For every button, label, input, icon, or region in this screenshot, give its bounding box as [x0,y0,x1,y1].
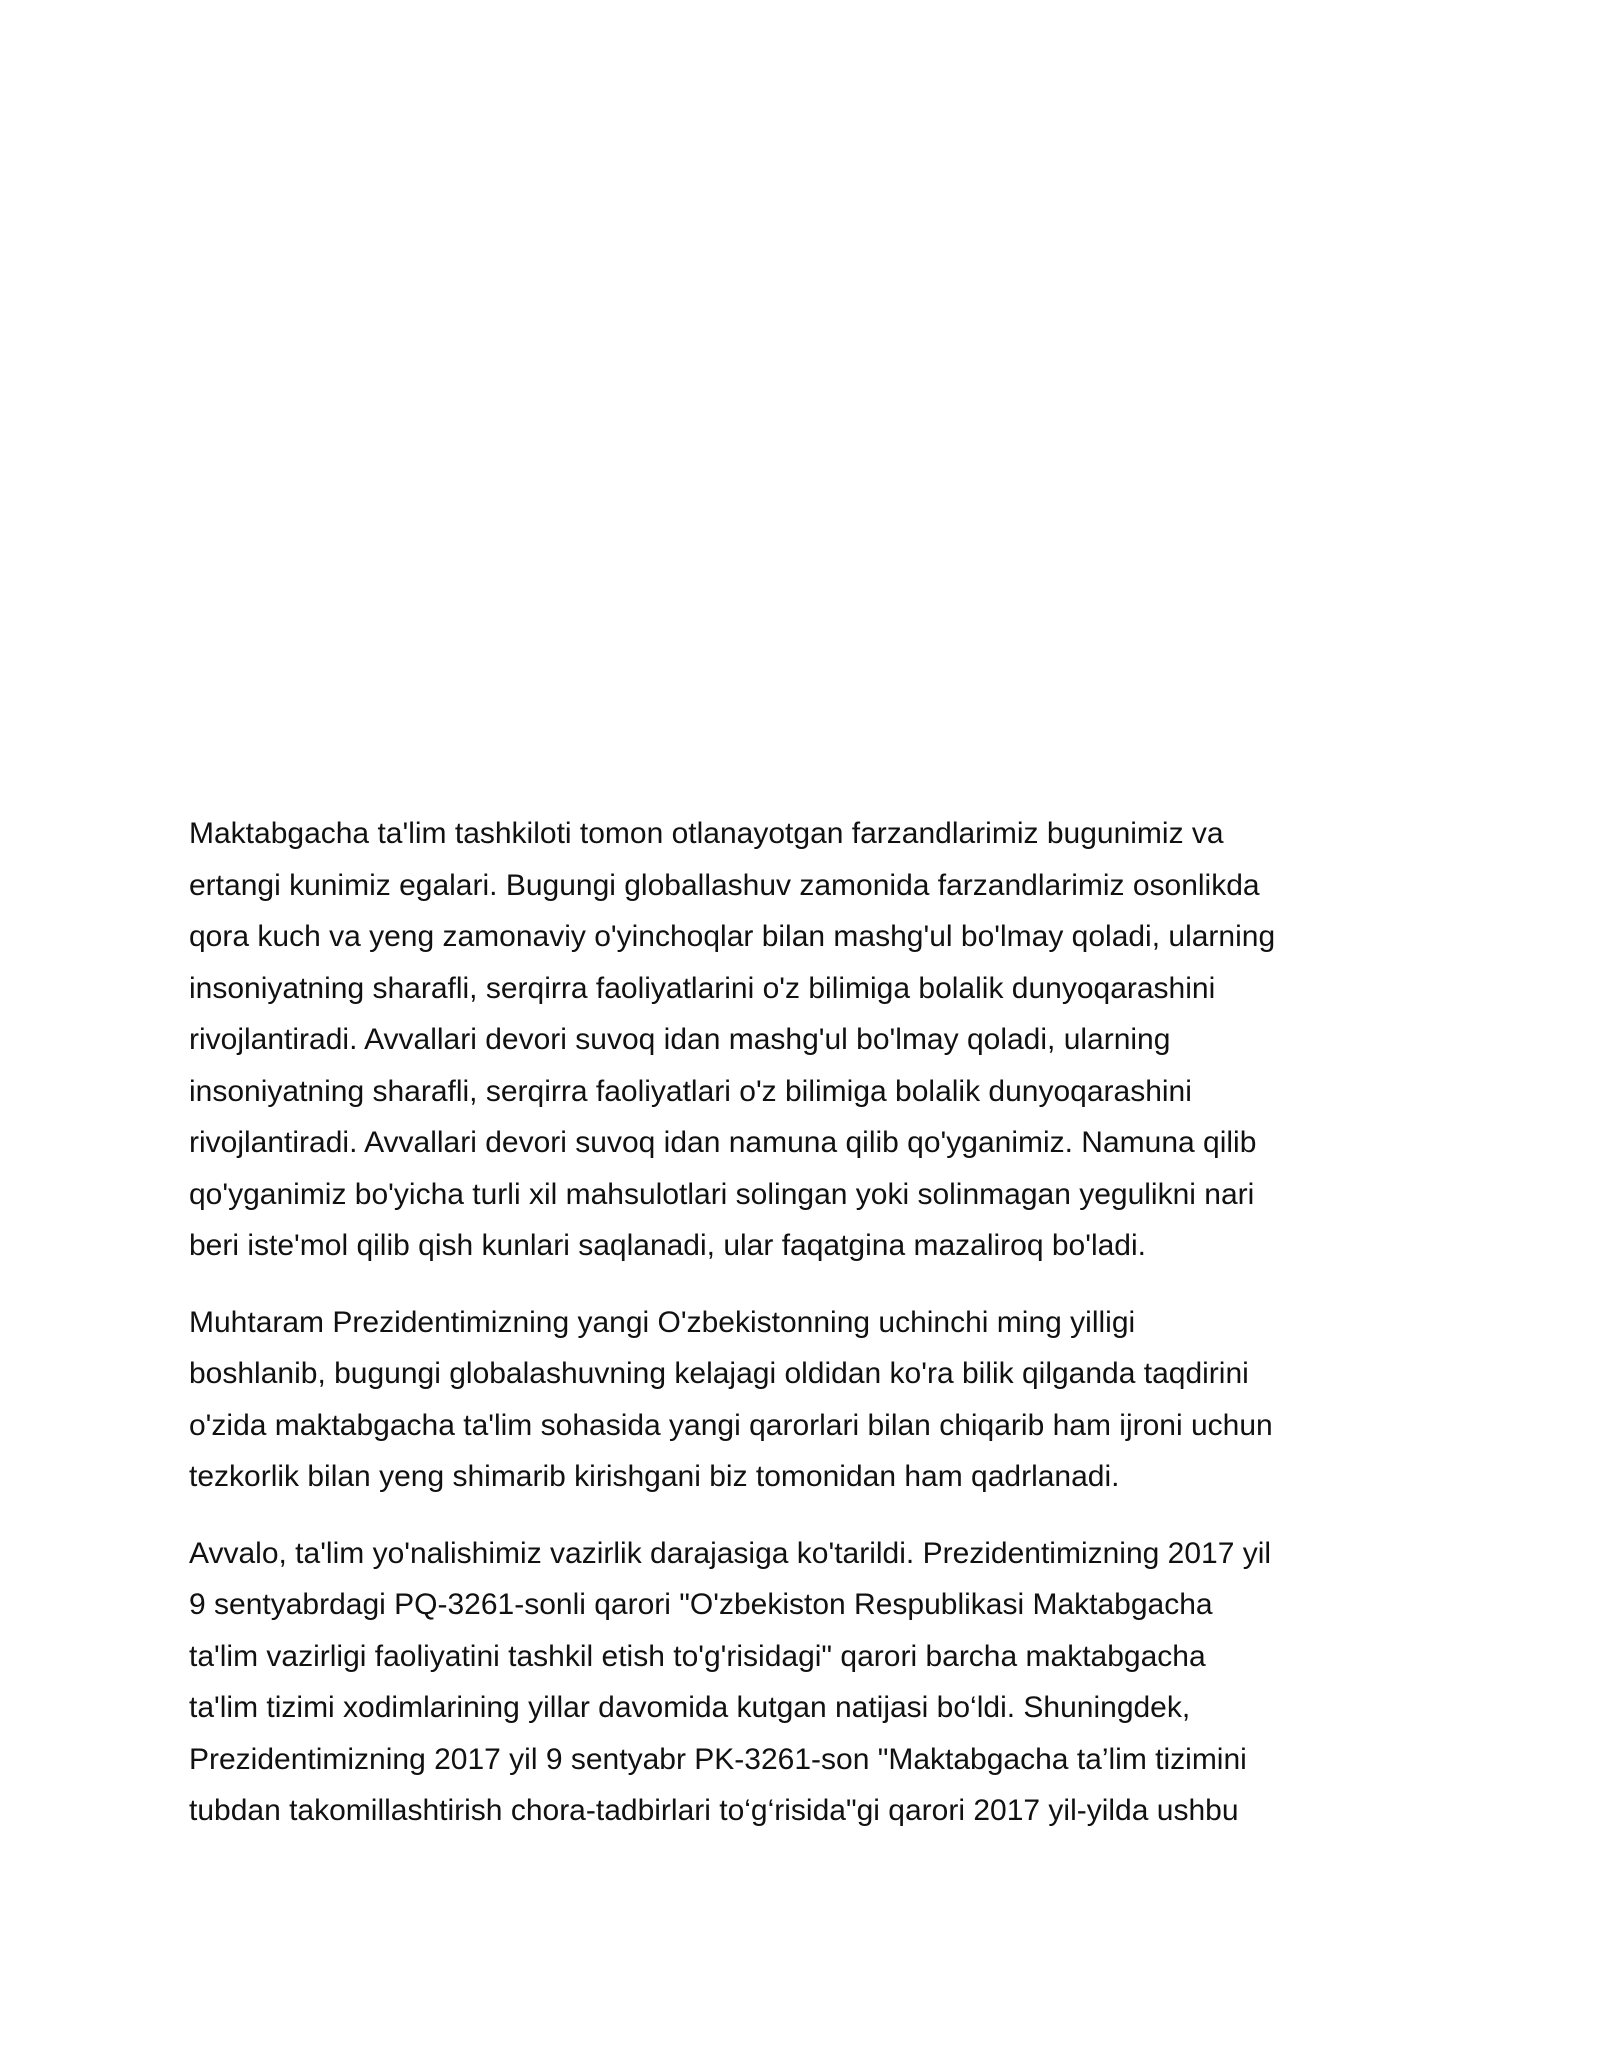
text-line: tezkorlik bilan yeng shimarib kirishgani biz tomonidan ham qadrlanadi. [189,1460,1120,1493]
text-line: tubdan takomillashtirish chora-tadbirlari to‘g‘risida"gi qarori 2017 yil-yilda ushbu [189,1794,1239,1827]
text-line: qora kuch va yeng zamonaviy o'yinchoqlar bilan mashg'ul bo'lmay qoladi, ularning [189,920,1276,953]
text-line: Muhtaram Prezidentimizning yangi O'zbekistonning uchinchi ming yilligi [189,1305,1136,1339]
text-line: ertangi kunimiz egalari. Bugungi globallashuv zamonida farzandlarimiz osonlikda [189,868,1260,902]
text-line: boshlanib, bugungi globalashuvning kelajagi oldidan ko'ra bilik qilganda taqdirini [189,1357,1249,1390]
paragraph-1 [189,808,1419,1272]
text-line: Avvalo, ta'lim yo'nalishimiz vazirlik darajasiga ko'tarildi. Prezidentimizning 2017 yil [189,1536,1272,1570]
paragraph-2 [189,1297,1419,1503]
text-line: qo'yganimiz bo'yicha turli xil mahsulotlari solingan yoki solinmagan yegulikni nari [189,1177,1255,1211]
document-body [189,808,1419,1862]
text-line: insoniyatning sharafli, serqirra faoliyatlari o'z bilimiga bolalik dunyoqarashini [189,1074,1192,1108]
text-line: insoniyatning sharafli, serqirra faoliyatlarini o'z bilimiga bolalik dunyoqarashini [189,971,1216,1005]
text-line: ta'lim tizimi xodimlarining yillar davomida kutgan natijasi bo‘ldi. Shuningdek, [189,1691,1191,1724]
text-line: Prezidentimizning 2017 yil 9 sentyabr PK-3261-son "Maktabgacha ta’lim tizimini [189,1742,1247,1776]
text-line: o'zida maktabgacha ta'lim sohasida yangi qarorlari bilan chiqarib ham ijroni uchun [189,1408,1273,1442]
text-line: rivojlantiradi. Avvallari devori suvoq idan mashg'ul bo'lmay qoladi, ularning [189,1023,1171,1056]
text-line: rivojlantiradi. Avvallari devori suvoq idan namuna qilib qo'yganimiz. Namuna qilib [189,1126,1257,1159]
paragraph-3 [189,1528,1419,1837]
text-line: Maktabgacha ta'lim tashkiloti tomon otlanayotgan farzandlarimiz bugunimiz va [189,817,1224,850]
text-line: ta'lim vazirligi faoliyatini tashkil etish to'g'risidagi" qarori barcha maktabgacha [189,1639,1206,1673]
text-line: 9 sentyabrdagi PQ-3261-sonli qarori "O'zbekiston Respublikasi Maktabgacha [189,1588,1213,1621]
text-line: beri iste'mol qilib qish kunlari saqlanadi, ular faqatgina mazaliroq bo'ladi. [189,1229,1146,1262]
